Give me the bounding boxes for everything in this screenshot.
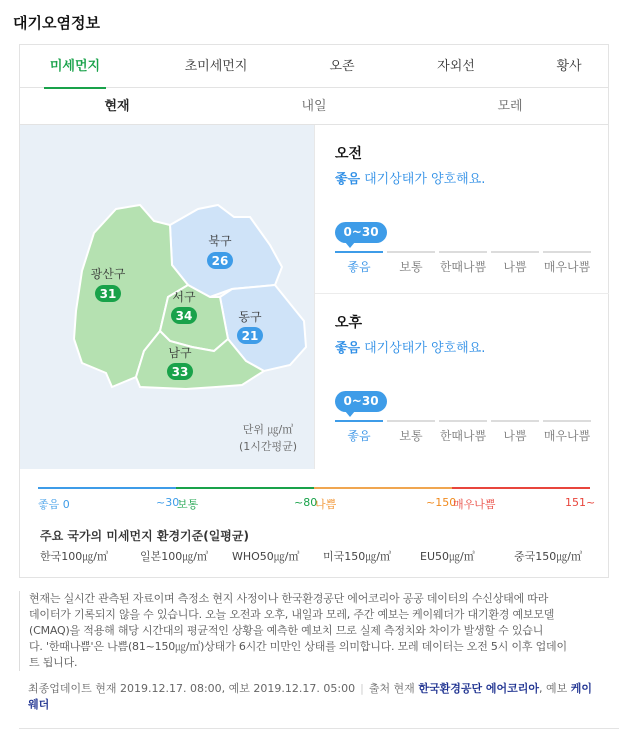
- scale-seg-very-bad: [452, 487, 590, 489]
- tab-ultrafine-dust[interactable]: 초미세먼지: [184, 59, 248, 74]
- notice-line: 트 됩니다.: [29, 656, 78, 669]
- update-time: 최종업데이트 현재 2019.12.17. 08:00, 예보 2019.12.17. 05:00: [28, 682, 356, 695]
- am-status: [335, 168, 485, 187]
- level-very-bad: 매우나쁨: [543, 251, 591, 275]
- district-value: 26: [211, 254, 229, 268]
- pm-grade: 좋음: [335, 341, 361, 356]
- standard-item: 일본100㎍/㎥: [140, 550, 208, 563]
- standard-item: WHO50㎍/㎥: [232, 550, 300, 563]
- subtab-tomorrow[interactable]: 내일: [301, 99, 327, 114]
- unit-label: 단위 ㎍/㎥: [242, 423, 294, 436]
- subtab-now[interactable]: 현재: [104, 99, 130, 114]
- pm-desc: 대기상태가 양호해요.: [364, 341, 486, 356]
- level-normal: 보통: [387, 251, 435, 275]
- scale-label: 나쁨: [315, 498, 337, 511]
- standards-list: [40, 548, 592, 566]
- unit-average: (1시간평균): [238, 440, 298, 453]
- standard-item: 중국150㎍/㎥: [514, 550, 582, 563]
- notice-line: 현재는 실시간 관측된 자료이며 측정소 현지 사정이나 한국환경공단 에어코리아 공공 데이터의 수신상태에 따라: [29, 592, 549, 605]
- scale-label: 매우나쁨: [453, 498, 496, 511]
- standard-item: EU50㎍/㎥: [420, 550, 475, 563]
- level-temp-bad: 한때나쁨: [439, 251, 487, 275]
- standards-title: 주요 국가의 미세먼지 환경기준(일평균): [40, 529, 249, 543]
- am-level-bar: [335, 251, 591, 275]
- notice-text: [19, 591, 619, 671]
- district-value: 34: [175, 309, 193, 323]
- district-map-svg: [20, 125, 314, 469]
- source-prefix: 출처 현재: [368, 682, 415, 695]
- map-unit-note: [228, 421, 308, 455]
- am-desc: 대기상태가 양호해요.: [364, 172, 486, 187]
- scale-label: 151~: [565, 496, 596, 509]
- page-title: 대기오염정보: [13, 14, 100, 32]
- am-range-bubble: 0~30: [335, 222, 387, 243]
- standard-item: 미국150㎍/㎥: [323, 550, 391, 563]
- forecast-panel: [314, 125, 608, 469]
- subtab-day-after[interactable]: 모레: [497, 99, 523, 114]
- district-label: 서구: [172, 290, 196, 304]
- source-mid: , 예보: [539, 682, 568, 695]
- bottom-divider: [19, 728, 619, 729]
- notice-line: 다. '한때나쁨'은 나쁨(81~150㎍/㎥)상태가 6시간 미만인 상태를 의미합니다. 모레 데이터는 오전 5시 이후 업데이: [29, 640, 567, 653]
- scale-seg-bad: [314, 487, 452, 489]
- scale-seg-good: [38, 487, 176, 489]
- source-kweather-link[interactable]: 케이웨더: [28, 682, 593, 711]
- notice-line: (CMAQ)을 적용해 해당 시간대의 평균적인 상황을 예측한 예보치 므로 실제 측정치와 차이가 발생할 수 있습니: [29, 624, 544, 637]
- scale-label: 보통: [177, 498, 199, 511]
- level-normal: 보통: [387, 420, 435, 444]
- district-label: 북구: [208, 234, 232, 248]
- district-value: 33: [171, 365, 189, 379]
- am-title: 오전: [335, 146, 363, 162]
- level-very-bad: 매우나쁨: [543, 420, 591, 444]
- scale-label: ~30: [156, 496, 180, 509]
- district-map: [20, 125, 314, 469]
- level-temp-bad: 한때나쁨: [439, 420, 487, 444]
- scale-seg-normal: [176, 487, 314, 489]
- district-value: 21: [241, 329, 259, 343]
- pollutant-tabs: [20, 45, 608, 88]
- air-quality-card: [19, 44, 609, 578]
- district-label: 동구: [238, 310, 262, 324]
- scale-label: 좋음 0: [38, 498, 70, 511]
- level-bad: 나쁨: [491, 251, 539, 275]
- notice-line: 데이터가 기록되지 않을 수 있습니다. 오늘 오전과 오후, 내일과 모레, 주간 예보는 케이웨더가 대기환경 예보모델: [29, 608, 555, 621]
- tab-ozone[interactable]: 오존: [329, 59, 355, 74]
- pm-level-bar: [335, 420, 591, 444]
- time-subtabs: [20, 89, 608, 125]
- level-bad: 나쁨: [491, 420, 539, 444]
- pm-range-bubble: 0~30: [335, 391, 387, 412]
- level-good: 좋음: [335, 251, 383, 275]
- district-value: 31: [99, 287, 117, 301]
- am-grade: 좋음: [335, 172, 361, 187]
- divider: |: [360, 682, 364, 695]
- scale-label: ~150: [426, 496, 457, 509]
- tab-uv[interactable]: 자외선: [437, 59, 475, 74]
- scale-label: ~80: [294, 496, 318, 509]
- district-label: 광산구: [90, 267, 126, 281]
- pm-status: [335, 337, 485, 356]
- update-info: [28, 681, 598, 713]
- district-label: 남구: [168, 346, 192, 360]
- level-good: 좋음: [335, 420, 383, 444]
- forecast-divider: [315, 293, 609, 294]
- pm-title: 오후: [335, 315, 363, 331]
- source-airkorea-link[interactable]: 한국환경공단 에어코리아: [418, 682, 540, 695]
- grade-scale: [38, 487, 596, 517]
- tab-yellow-dust[interactable]: 황사: [556, 59, 582, 74]
- tab-fine-dust[interactable]: 미세먼지: [44, 45, 106, 88]
- standard-item: 한국100㎍/㎥: [40, 550, 108, 563]
